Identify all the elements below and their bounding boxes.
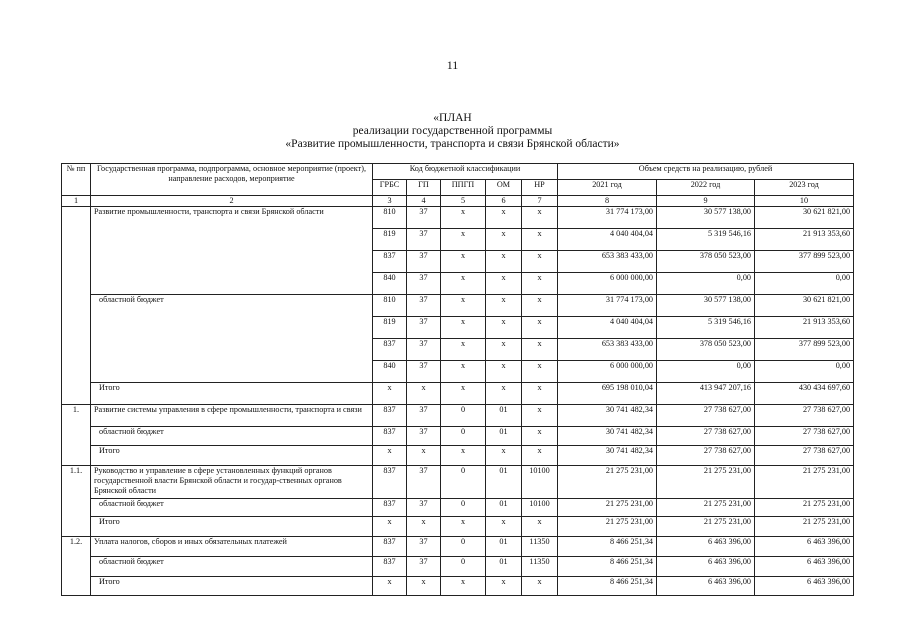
cell-2023: 30 621 821,00 xyxy=(755,207,854,229)
cell-grbs: x xyxy=(373,517,407,537)
header-row-1 xyxy=(62,164,854,180)
cell-2021: 653 383 433,00 xyxy=(558,251,657,273)
row-name: областной бюджет xyxy=(91,295,373,317)
cell-ppgp: x xyxy=(441,383,486,405)
cell-gp: 37 xyxy=(407,251,441,273)
cell-2022: 0,00 xyxy=(657,273,755,295)
page-number: 11 xyxy=(446,58,459,72)
cell-ppgp: 0 xyxy=(441,499,486,517)
cell-ppgp: x xyxy=(441,577,486,596)
cell-nr: x xyxy=(522,229,558,251)
cell-2022: 6 463 396,00 xyxy=(657,577,755,596)
cell-2021: 653 383 433,00 xyxy=(558,339,657,361)
row-name: Руководство и управление в сфере установленных функций органов государственной власти Брянской области и государ-ственных органов Брянской области xyxy=(91,466,373,499)
cell-2023: 27 738 627,00 xyxy=(755,427,854,446)
table-row xyxy=(62,295,854,317)
table-row xyxy=(62,361,854,383)
cell-om: x xyxy=(486,383,522,405)
cell-ppgp: x xyxy=(441,339,486,361)
header-gp: ГП xyxy=(407,180,441,196)
cell-om: 01 xyxy=(486,466,522,499)
cell-ppgp: 0 xyxy=(441,537,486,557)
cell-grbs: 837 xyxy=(373,405,407,427)
header-2023: 2023 год xyxy=(755,180,854,196)
index-cell: 2 xyxy=(91,196,373,207)
cell-gp: 37 xyxy=(407,295,441,317)
cell-ppgp: x xyxy=(441,251,486,273)
cell-2023: 377 899 523,00 xyxy=(755,251,854,273)
cell-gp: 37 xyxy=(407,557,441,577)
cell-om: 01 xyxy=(486,427,522,446)
cell-om: 01 xyxy=(486,405,522,427)
cell-om: x xyxy=(486,251,522,273)
cell-nr: x xyxy=(522,317,558,339)
table-row xyxy=(62,339,854,361)
cell-om: x xyxy=(486,273,522,295)
table-row-total xyxy=(62,517,854,537)
cell-gp: x xyxy=(407,517,441,537)
cell-2022: 30 577 138,00 xyxy=(657,295,755,317)
row-name: Развитие промышленности, транспорта и связи Брянской области xyxy=(91,207,373,229)
cell-gp: x xyxy=(407,577,441,596)
cell-2022: 27 738 627,00 xyxy=(657,446,755,466)
table-row xyxy=(62,557,854,577)
table-row xyxy=(62,499,854,517)
index-cell: 9 xyxy=(657,196,755,207)
cell-2022: 378 050 523,00 xyxy=(657,251,755,273)
table-row xyxy=(62,405,854,427)
cell-grbs: x xyxy=(373,446,407,466)
row-name xyxy=(91,273,373,295)
cell-2021: 31 774 173,00 xyxy=(558,295,657,317)
index-cell: 6 xyxy=(486,196,522,207)
cell-grbs: 837 xyxy=(373,557,407,577)
cell-nr: x xyxy=(522,446,558,466)
cell-ppgp: x xyxy=(441,229,486,251)
cell-2023: 0,00 xyxy=(755,273,854,295)
cell-nr: 11350 xyxy=(522,557,558,577)
row-name xyxy=(91,361,373,383)
cell-2022: 0,00 xyxy=(657,361,755,383)
row-number: 1. xyxy=(62,405,91,466)
cell-gp: 37 xyxy=(407,273,441,295)
budget-plan-table xyxy=(61,163,854,596)
cell-gp: 37 xyxy=(407,361,441,383)
table-row xyxy=(62,251,854,273)
cell-grbs: 837 xyxy=(373,427,407,446)
cell-ppgp: x xyxy=(441,361,486,383)
cell-2022: 6 463 396,00 xyxy=(657,537,755,557)
cell-om: 01 xyxy=(486,557,522,577)
cell-2021: 30 741 482,34 xyxy=(558,427,657,446)
cell-ppgp: x xyxy=(441,273,486,295)
cell-om: x xyxy=(486,229,522,251)
cell-grbs: 837 xyxy=(373,339,407,361)
cell-2023: 6 463 396,00 xyxy=(755,557,854,577)
cell-2022: 21 275 231,00 xyxy=(657,499,755,517)
cell-nr: x xyxy=(522,517,558,537)
cell-2022: 30 577 138,00 xyxy=(657,207,755,229)
cell-2021: 8 466 251,34 xyxy=(558,577,657,596)
cell-gp: 37 xyxy=(407,207,441,229)
cell-2023: 27 738 627,00 xyxy=(755,405,854,427)
cell-2022: 5 319 546,16 xyxy=(657,229,755,251)
table-row xyxy=(62,229,854,251)
row-name: Итого xyxy=(91,446,373,466)
title-line-3: «Развитие промышленности, транспорта и связи Брянской области» xyxy=(285,138,620,150)
cell-ppgp: x xyxy=(441,317,486,339)
row-name: Уплата налогов, сборов и иных обязательных платежей xyxy=(91,537,373,557)
table-row-total xyxy=(62,446,854,466)
header-2022: 2022 год xyxy=(657,180,755,196)
title-line-1: «ПЛАН xyxy=(433,112,472,124)
cell-ppgp: 0 xyxy=(441,557,486,577)
cell-grbs: x xyxy=(373,383,407,405)
cell-nr: x xyxy=(522,207,558,229)
cell-2021: 6 000 000,00 xyxy=(558,273,657,295)
header-2021: 2021 год xyxy=(558,180,657,196)
cell-2022: 413 947 207,16 xyxy=(657,383,755,405)
cell-nr: x xyxy=(522,383,558,405)
row-name: областной бюджет xyxy=(91,557,373,577)
cell-2021: 21 275 231,00 xyxy=(558,517,657,537)
cell-2023: 27 738 627,00 xyxy=(755,446,854,466)
header-grbs: ГРБС xyxy=(373,180,407,196)
cell-2021: 21 275 231,00 xyxy=(558,499,657,517)
cell-nr: 11350 xyxy=(522,537,558,557)
header-name: Государственная программа, подпрограмма, основное мероприятие (проект), направление расходов, мероприятие xyxy=(91,164,373,196)
cell-nr: x xyxy=(522,427,558,446)
cell-grbs: 837 xyxy=(373,499,407,517)
cell-om: x xyxy=(486,517,522,537)
row-name: Итого xyxy=(91,577,373,596)
cell-2023: 21 275 231,00 xyxy=(755,499,854,517)
cell-om: 01 xyxy=(486,537,522,557)
row-name xyxy=(91,229,373,251)
cell-nr: x xyxy=(522,295,558,317)
cell-2023: 21 275 231,00 xyxy=(755,466,854,499)
header-code-group: Код бюджетной классификации xyxy=(373,164,558,180)
table-row xyxy=(62,537,854,557)
index-cell: 4 xyxy=(407,196,441,207)
cell-ppgp: x xyxy=(441,446,486,466)
title-line-2: реализации государственной программы xyxy=(352,125,553,137)
cell-nr: 10100 xyxy=(522,466,558,499)
row-number: 1.1. xyxy=(62,466,91,537)
index-cell: 1 xyxy=(62,196,91,207)
cell-grbs: 819 xyxy=(373,317,407,339)
cell-om: x xyxy=(486,361,522,383)
cell-gp: x xyxy=(407,383,441,405)
index-cell: 8 xyxy=(558,196,657,207)
column-index-row xyxy=(62,196,854,207)
cell-grbs: 840 xyxy=(373,273,407,295)
cell-2023: 6 463 396,00 xyxy=(755,577,854,596)
cell-2023: 6 463 396,00 xyxy=(755,537,854,557)
row-name: Итого xyxy=(91,517,373,537)
cell-grbs: 837 xyxy=(373,537,407,557)
row-name xyxy=(91,251,373,273)
cell-grbs: 840 xyxy=(373,361,407,383)
cell-2022: 5 319 546,16 xyxy=(657,317,755,339)
cell-2021: 4 040 404,04 xyxy=(558,229,657,251)
cell-ppgp: x xyxy=(441,207,486,229)
header-nr: НР xyxy=(522,180,558,196)
cell-nr: x xyxy=(522,251,558,273)
cell-2023: 21 913 353,60 xyxy=(755,229,854,251)
cell-om: x xyxy=(486,207,522,229)
cell-ppgp: 0 xyxy=(441,427,486,446)
header-ppgp: ППГП xyxy=(441,180,486,196)
cell-2022: 21 275 231,00 xyxy=(657,517,755,537)
cell-2021: 30 741 482,34 xyxy=(558,446,657,466)
cell-gp: 37 xyxy=(407,317,441,339)
cell-2021: 4 040 404,04 xyxy=(558,317,657,339)
cell-2021: 6 000 000,00 xyxy=(558,361,657,383)
cell-2021: 31 774 173,00 xyxy=(558,207,657,229)
row-name xyxy=(91,317,373,339)
cell-ppgp: x xyxy=(441,517,486,537)
header-volume-group: Объем средств на реализацию, рублей xyxy=(558,164,854,180)
table-row xyxy=(62,466,854,499)
cell-gp: 37 xyxy=(407,537,441,557)
cell-grbs: 837 xyxy=(373,251,407,273)
cell-om: x xyxy=(486,446,522,466)
cell-2023: 430 434 697,60 xyxy=(755,383,854,405)
cell-om: x xyxy=(486,295,522,317)
cell-ppgp: 0 xyxy=(441,405,486,427)
cell-nr: x xyxy=(522,361,558,383)
row-name: Развитие системы управления в сфере промышленности, транспорта и связи xyxy=(91,405,373,427)
row-number xyxy=(62,207,91,405)
header-om: ОМ xyxy=(486,180,522,196)
cell-ppgp: x xyxy=(441,295,486,317)
cell-2022: 378 050 523,00 xyxy=(657,339,755,361)
cell-nr: x xyxy=(522,339,558,361)
cell-om: 01 xyxy=(486,499,522,517)
cell-grbs: 819 xyxy=(373,229,407,251)
cell-2021: 30 741 482,34 xyxy=(558,405,657,427)
cell-2021: 21 275 231,00 xyxy=(558,466,657,499)
cell-gp: 37 xyxy=(407,339,441,361)
cell-2023: 0,00 xyxy=(755,361,854,383)
cell-grbs: 837 xyxy=(373,466,407,499)
cell-grbs: 810 xyxy=(373,295,407,317)
row-number: 1.2. xyxy=(62,537,91,596)
cell-nr: x xyxy=(522,273,558,295)
header-no: № пп xyxy=(62,164,91,196)
row-name xyxy=(91,339,373,361)
cell-2022: 27 738 627,00 xyxy=(657,405,755,427)
cell-gp: x xyxy=(407,446,441,466)
table-row xyxy=(62,273,854,295)
row-name: областной бюджет xyxy=(91,427,373,446)
cell-2021: 695 198 010,04 xyxy=(558,383,657,405)
cell-2022: 6 463 396,00 xyxy=(657,557,755,577)
cell-2021: 8 466 251,34 xyxy=(558,537,657,557)
index-cell: 5 xyxy=(441,196,486,207)
table-row xyxy=(62,427,854,446)
index-cell: 3 xyxy=(373,196,407,207)
cell-2023: 21 275 231,00 xyxy=(755,517,854,537)
table-row-total xyxy=(62,383,854,405)
cell-2022: 27 738 627,00 xyxy=(657,427,755,446)
cell-om: x xyxy=(486,577,522,596)
table-row xyxy=(62,317,854,339)
cell-grbs: 810 xyxy=(373,207,407,229)
row-name: Итого xyxy=(91,383,373,405)
cell-grbs: x xyxy=(373,577,407,596)
cell-2022: 21 275 231,00 xyxy=(657,466,755,499)
cell-gp: 37 xyxy=(407,499,441,517)
index-cell: 10 xyxy=(755,196,854,207)
cell-om: x xyxy=(486,317,522,339)
cell-gp: 37 xyxy=(407,427,441,446)
cell-nr: 10100 xyxy=(522,499,558,517)
cell-nr: x xyxy=(522,577,558,596)
cell-gp: 37 xyxy=(407,405,441,427)
document-title xyxy=(0,112,905,151)
cell-gp: 37 xyxy=(407,229,441,251)
cell-2023: 377 899 523,00 xyxy=(755,339,854,361)
index-cell: 7 xyxy=(522,196,558,207)
cell-2021: 8 466 251,34 xyxy=(558,557,657,577)
table-row-total xyxy=(62,577,854,596)
row-name: областной бюджет xyxy=(91,499,373,517)
cell-ppgp: 0 xyxy=(441,466,486,499)
table-row xyxy=(62,207,854,229)
cell-nr: x xyxy=(522,405,558,427)
cell-2023: 30 621 821,00 xyxy=(755,295,854,317)
cell-2023: 21 913 353,60 xyxy=(755,317,854,339)
cell-om: x xyxy=(486,339,522,361)
cell-gp: 37 xyxy=(407,466,441,499)
